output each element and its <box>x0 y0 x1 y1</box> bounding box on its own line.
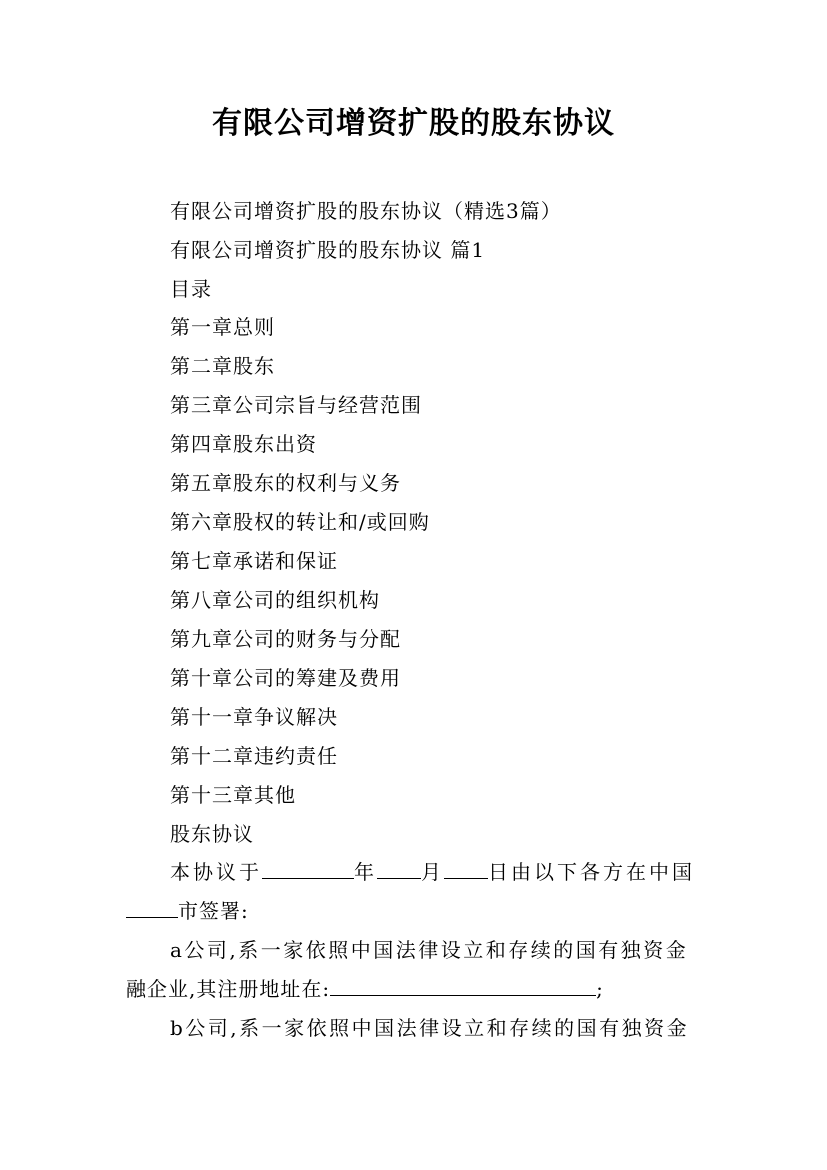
doc-line: 第九章公司的财务与分配 <box>170 627 401 651</box>
document-title: 有限公司增资扩股的股东协议 <box>212 106 615 141</box>
para1-text-end: 日由以下各方在中国 <box>488 860 695 884</box>
doc-line: 第七章承诺和保证 <box>170 549 338 573</box>
doc-line: 第十一章争议解决 <box>170 705 338 729</box>
city-blank <box>126 897 178 918</box>
para1-year-label: 年 <box>354 860 377 884</box>
doc-line: 有限公司增资扩股的股东协议 篇1 <box>170 238 486 262</box>
doc-line: 有限公司增资扩股的股东协议（精选3篇） <box>170 199 562 223</box>
paragraph-company-a: a公司,系一家依照中国法律设立和存续的国有独资金 <box>170 938 689 962</box>
address-blank <box>330 975 596 996</box>
paragraph-company-a-address <box>126 975 686 1003</box>
month-blank <box>377 858 421 879</box>
para1-city-label: 市签署: <box>178 899 249 923</box>
doc-line: 目录 <box>170 277 212 301</box>
para2-address-label: 融企业,其注册地址在: <box>126 977 331 1001</box>
paragraph-agreement-date <box>170 858 730 886</box>
doc-line: 第十章公司的筹建及费用 <box>170 666 401 690</box>
para2-semicolon: ; <box>596 977 604 1001</box>
doc-line: 第一章总则 <box>170 315 275 339</box>
paragraph-agreement-city <box>126 897 686 925</box>
doc-line: 第六章股权的转让和/或回购 <box>170 510 430 534</box>
para1-text: 本协议于 <box>170 860 262 884</box>
day-blank <box>444 858 488 879</box>
para1-month-label: 月 <box>421 860 444 884</box>
doc-line: 第五章股东的权利与义务 <box>170 471 401 495</box>
paragraph-company-b: b公司,系一家依照中国法律设立和存续的国有独资金 <box>170 1016 690 1040</box>
doc-line: 第四章股东出资 <box>170 432 317 456</box>
doc-line: 第十三章其他 <box>170 783 296 807</box>
doc-line: 第十二章违约责任 <box>170 744 338 768</box>
doc-line: 股东协议 <box>170 822 254 846</box>
doc-line: 第三章公司宗旨与经营范围 <box>170 393 422 417</box>
doc-line: 第八章公司的组织机构 <box>170 588 380 612</box>
doc-line: 第二章股东 <box>170 354 275 378</box>
year-blank <box>262 858 354 879</box>
